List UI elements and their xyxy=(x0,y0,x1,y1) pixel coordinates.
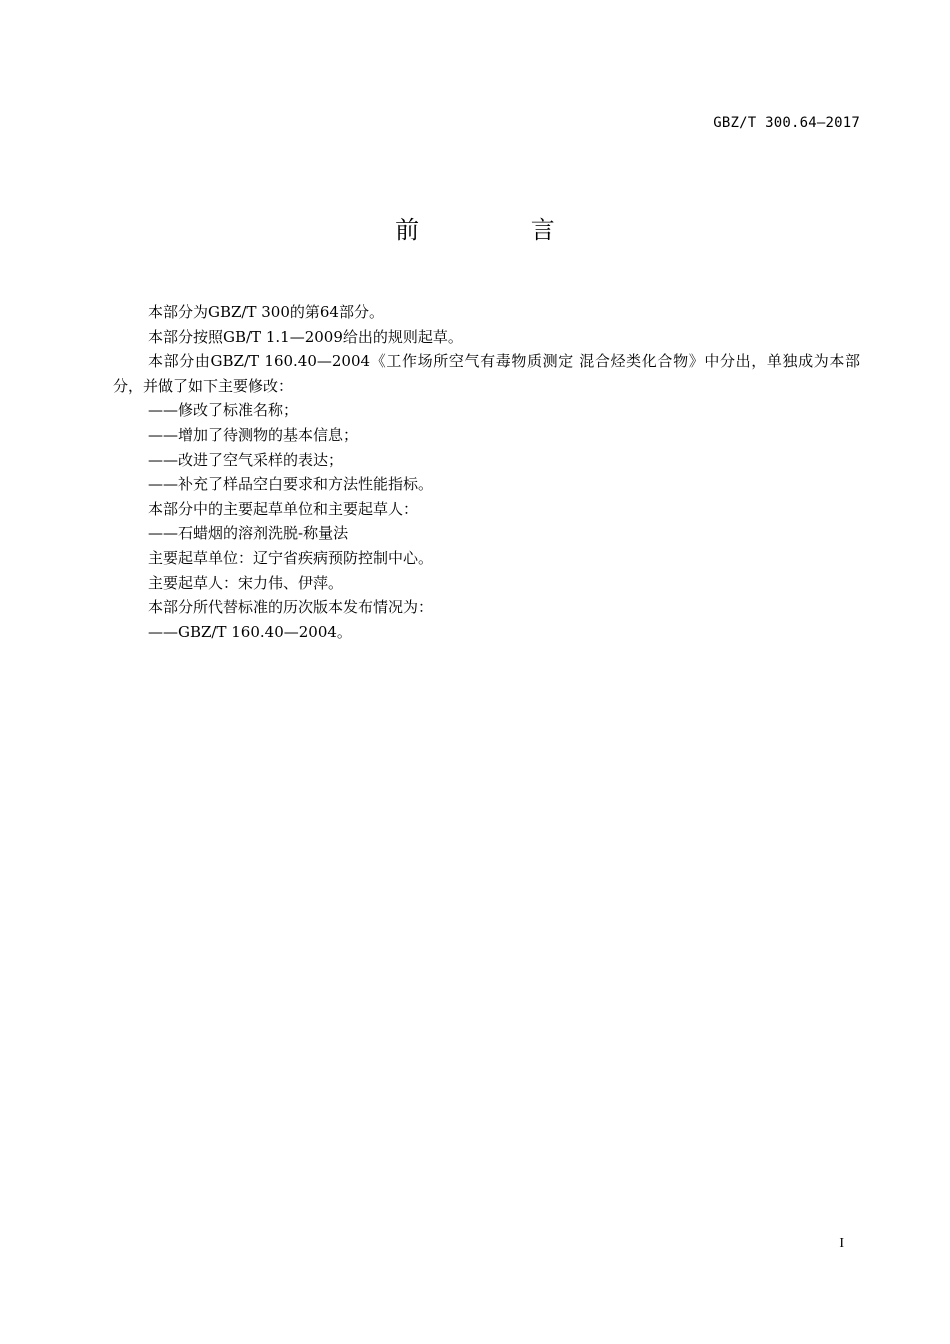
list-item-change-1: ——修改了标准名称； xyxy=(148,401,299,420)
paragraph-drafters: 主要起草人：宋力伟、伊萍。 xyxy=(148,573,344,592)
list-item-method: ——石蜡烟的溶剂洗脱-称量法 xyxy=(148,524,349,543)
list-item-change-2: ——增加了待测物的基本信息； xyxy=(148,425,359,444)
standard-code-header: GBZ/T 300.64—2017 xyxy=(713,115,860,131)
foreword-body xyxy=(113,300,860,644)
paragraph-part-statement: 本部分为GBZ/T 300的第64部分。 xyxy=(148,303,384,321)
list-item-change-3: ——改进了空气采样的表达； xyxy=(148,450,344,469)
paragraph-drafting-rules: 本部分按照GB/T 1.1—2009给出的规则起草。 xyxy=(148,327,463,346)
list-item-change-4: ——补充了样品空白要求和方法性能指标。 xyxy=(148,475,434,494)
page-number: I xyxy=(839,1236,844,1251)
paragraph-origin: 本部分由GBZ/T 160.40—2004《工作场所空气有毒物质测定 混合烃类化合物》中分出，单独成为本部分，并做了如下主要修改： xyxy=(113,352,860,395)
paragraph-drafting-unit: 主要起草单位：辽宁省疾病预防控制中心。 xyxy=(148,548,434,567)
paragraph-history-intro: 本部分所代替标准的历次版本发布情况为： xyxy=(148,598,434,617)
page-title: 前 言 xyxy=(395,216,607,244)
list-item-history: ——GBZ/T 160.40—2004。 xyxy=(148,622,352,641)
paragraph-drafters-intro: 本部分中的主要起草单位和主要起草人： xyxy=(148,499,419,518)
